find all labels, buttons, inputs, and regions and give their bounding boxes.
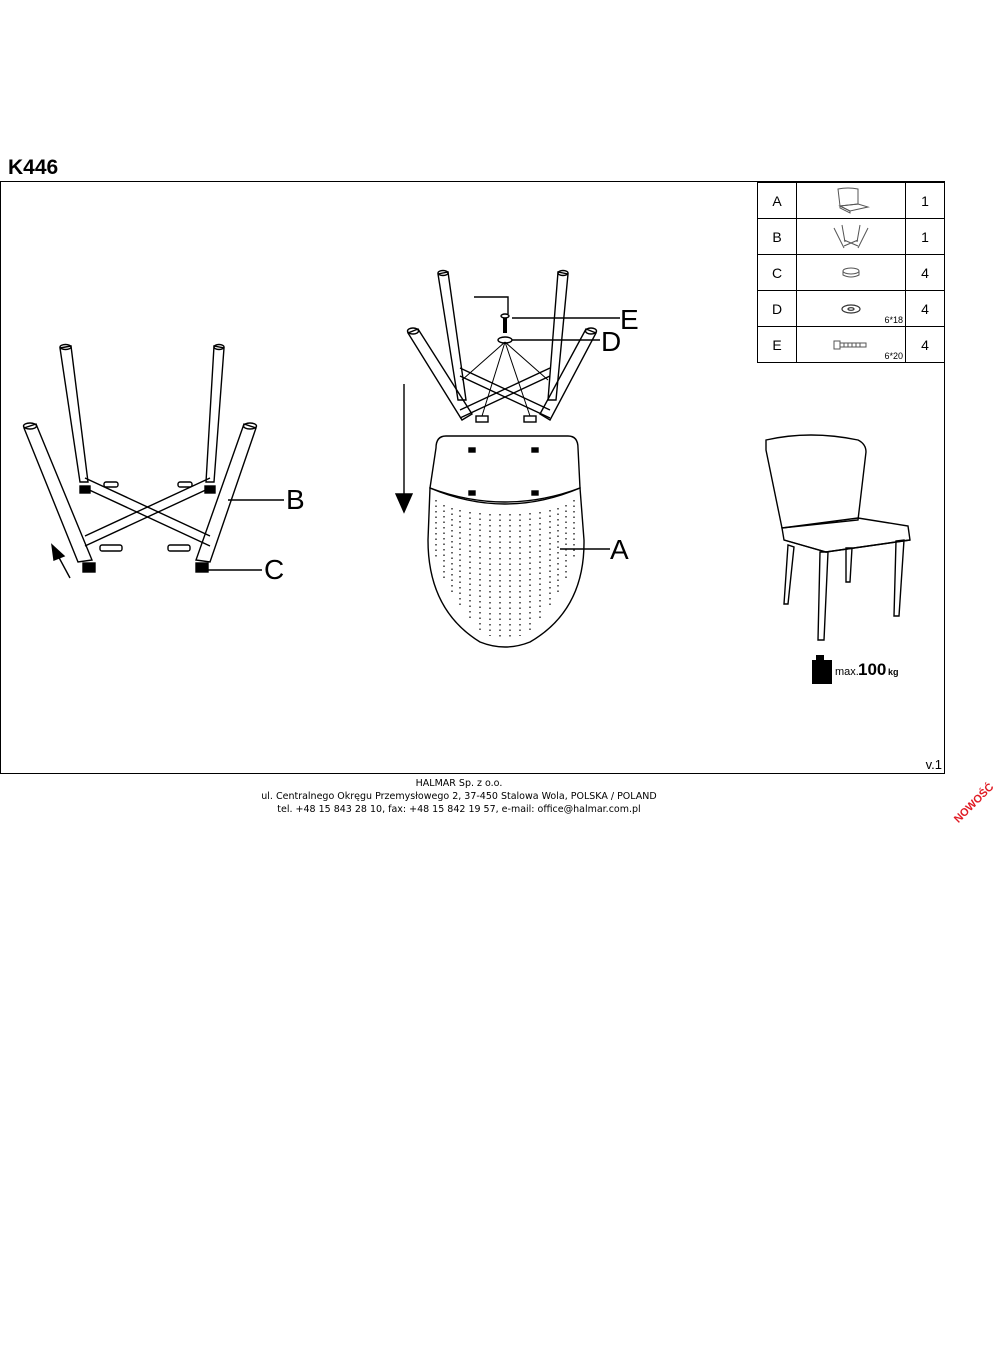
label-c: C: [264, 554, 285, 585]
part-id: E: [758, 327, 797, 363]
model-code: K446: [8, 156, 59, 179]
part-qty: 4: [906, 327, 945, 363]
part-qty: 4: [906, 255, 945, 291]
part-size: 6*20: [884, 351, 903, 361]
version-label: v.1: [925, 757, 942, 772]
weight-icon: [812, 655, 832, 684]
company-contact: tel. +48 15 843 28 10, fax: +48 15 842 19 57, e-mail: office@halmar.com.pl: [277, 804, 641, 815]
company-name: HALMAR Sp. z o.o.: [415, 778, 503, 789]
part-id: A: [758, 183, 797, 219]
label-d: D: [601, 326, 622, 357]
part-row-e: [758, 327, 945, 363]
part-row-b: [758, 219, 945, 255]
foot-glide-icon: [797, 255, 906, 291]
seat-a: [428, 436, 610, 647]
part-qty: 1: [906, 219, 945, 255]
load-prefix: max.: [835, 666, 859, 678]
company-footer: [0, 777, 918, 816]
load-value: 100: [858, 660, 887, 679]
seat-icon: [797, 183, 906, 219]
part-id: B: [758, 219, 797, 255]
part-row-c: [758, 255, 945, 291]
part-id: C: [758, 255, 797, 291]
assembled-chair: [766, 435, 910, 640]
frame-upside-down: [396, 271, 620, 513]
label-b: B: [286, 484, 305, 515]
part-row-a: [758, 183, 945, 219]
part-size: 6*18: [884, 315, 903, 325]
part-qty: 1: [906, 183, 945, 219]
part-row-d: [758, 291, 945, 327]
part-qty: 4: [906, 291, 945, 327]
label-a: A: [610, 534, 629, 565]
bolt-icon: [797, 327, 906, 363]
new-badge: NOWOŚĆ: [952, 781, 997, 826]
part-id: D: [758, 291, 797, 327]
leg-frame-icon: [797, 219, 906, 255]
leg-frame-b: [24, 345, 285, 579]
parts-list: [757, 182, 945, 363]
load-unit: kg: [888, 667, 899, 677]
label-e: E: [620, 304, 639, 335]
company-address: ul. Centralnego Okręgu Przemysłowego 2, 37-450 Stalowa Wola, POLSKA / POLAND: [261, 791, 657, 802]
washer-icon: [797, 291, 906, 327]
